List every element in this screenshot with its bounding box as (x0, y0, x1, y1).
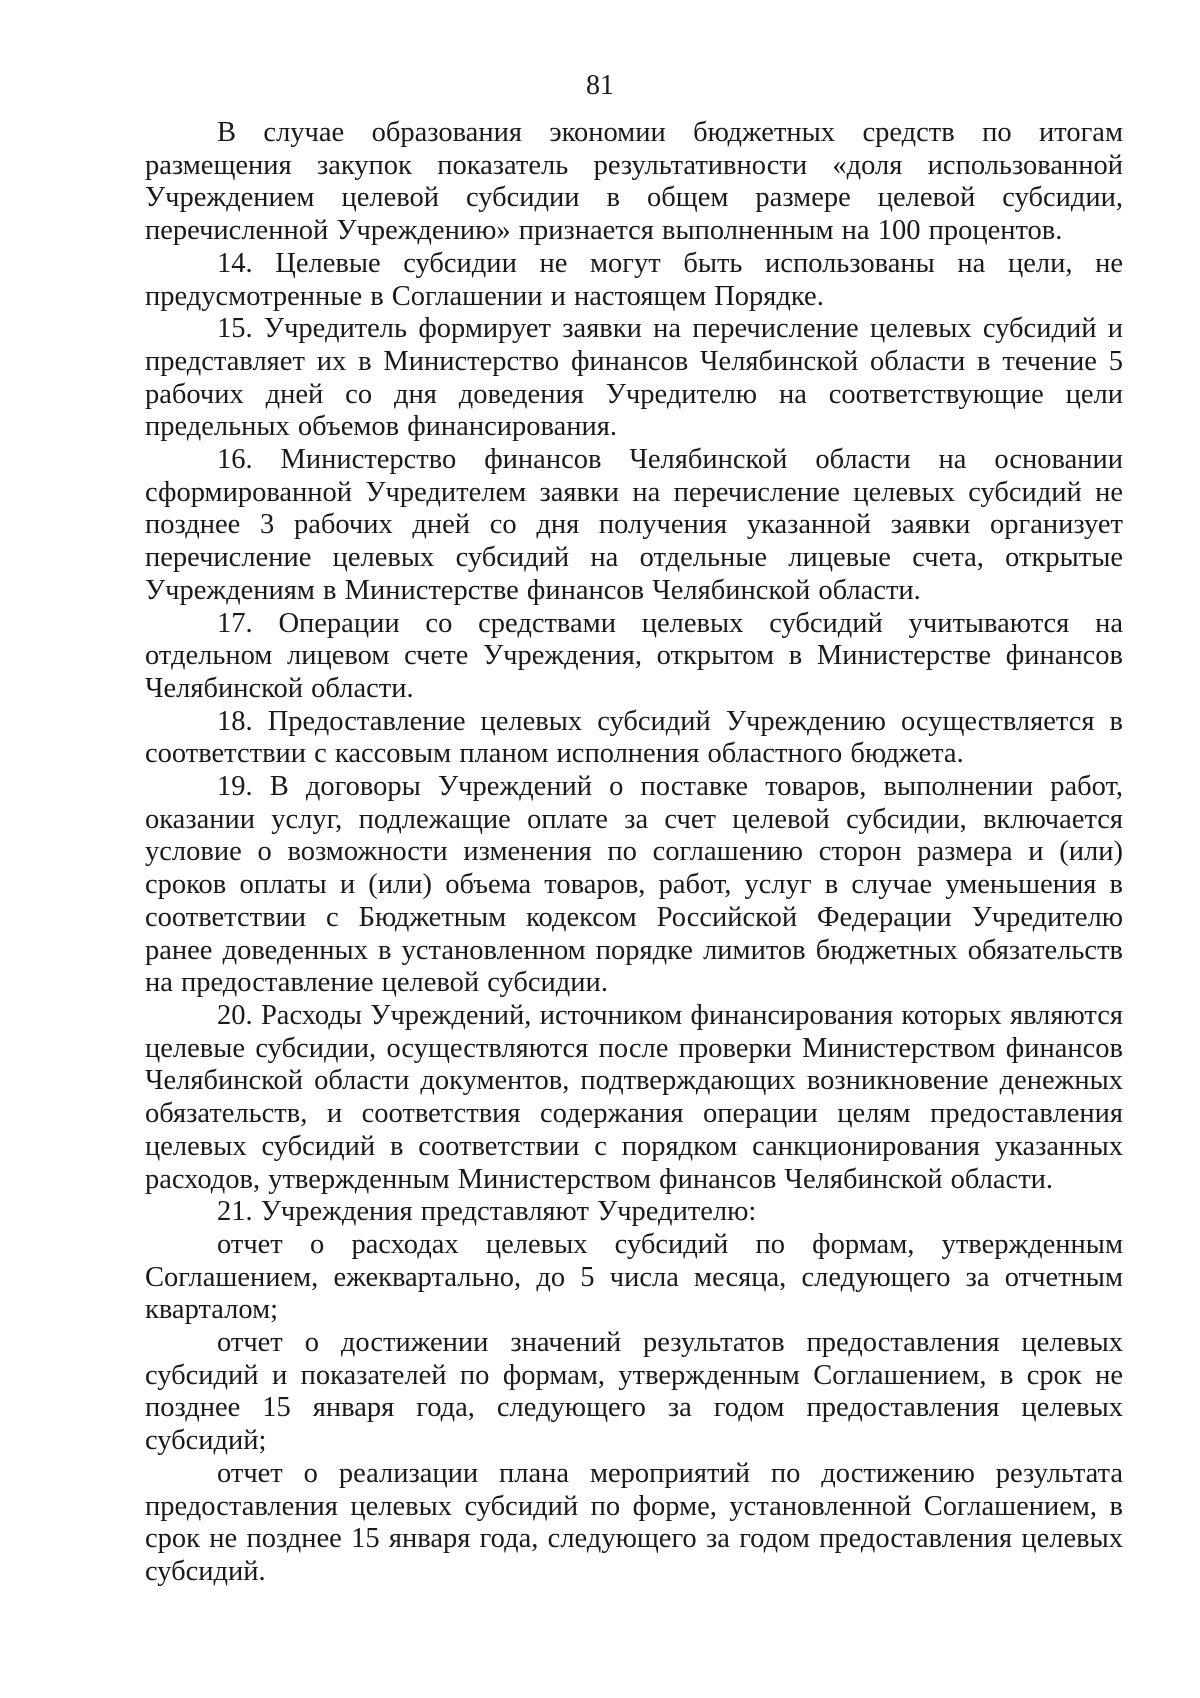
paragraph-21: 21. Учреждения представляют Учредителю: (217, 1196, 757, 1228)
paragraph-14: 14. Целевые субсидии не могут быть использованы на цели, не предусмотренные в Соглашении и настоящем Порядке. (145, 247, 1123, 312)
document-body (145, 117, 1123, 1589)
report-item-expenses: отчет о расходах целевых субсидий по формам, утвержденным Соглашением, ежеквартально, до 5 числа месяца, следующего за отчетным кварталом; (145, 1228, 1123, 1326)
paragraph-18: 18. Предоставление целевых субсидий Учреждению осуществляется в соответствии с кассовым планом исполнения областного бюджета. (145, 705, 1123, 770)
paragraph-16: 16. Министерство финансов Челябинской области на основании сформированной Учредителем заявки на перечисление целевых субсидий не позднее 3 рабочих дней со дня получения указанной заявки организует перечисление целевых субсидий на отдельные лицевые счета, открытые Учреждениям в Министерстве финансов Челябинской области. (145, 444, 1123, 606)
page-number: 81 (586, 70, 614, 101)
paragraph-20: 20. Расходы Учреждений, источником финансирования которых являются целевые субсидии, осуществляются после проверки Министерством финансов Челябинской области документов, подтверждающих возникновение денежных обязательств, и соответствия содержания операции целям предоставления целевых субсидий в соответствии с порядком санкционирования указанных расходов, утвержденным Министерством финансов Челябинской области. (145, 999, 1123, 1195)
paragraph-economy: В случае образования экономии бюджетных средств по итогам размещения закупок показатель результативности «доля использованной Учреждением целевой субсидии в общем размере целевой субсидии, перечисленной Учреждению» признается выполненным на 100 процентов. (145, 117, 1123, 247)
paragraph-17: 17. Операции со средствами целевых субсидий учитываются на отдельном лицевом счете Учреждения, открытом в Министерстве финансов Челябинской области. (145, 607, 1123, 704)
paragraph-15: 15. Учредитель формирует заявки на перечисление целевых субсидий и представляет их в Министерство финансов Челябинской области в течение 5 рабочих дней со дня доведения Учредителю на соответствующие цели предельных объемов финансирования. (145, 313, 1123, 443)
report-item-plan: отчет о реализации плана мероприятий по достижению результата предоставления целевых субсидий по форме, установленной Соглашением, в срок не позднее 15 января года, следующего за годом предоставления целевых субсидий. (145, 1457, 1123, 1587)
report-item-results: отчет о достижении значений результатов предоставления целевых субсидий и показателей по формам, утвержденным Соглашением, в срок не позднее 15 января года, следующего за годом предоставления целевых субсидий; (145, 1327, 1123, 1457)
paragraph-19: 19. В договоры Учреждений о поставке товаров, выполнении работ, оказании услуг, подлежащие оплате за счет целевой субсидии, включается условие о возможности изменения по соглашению сторон размера и (или) сроков оплаты и (или) объема товаров, работ, услуг в случае уменьшения в соответствии с Бюджетным кодексом Российской Федерации Учредителю ранее доведенных в установленном порядке лимитов бюджетных обязательств на предоставление целевой субсидии. (145, 771, 1123, 999)
